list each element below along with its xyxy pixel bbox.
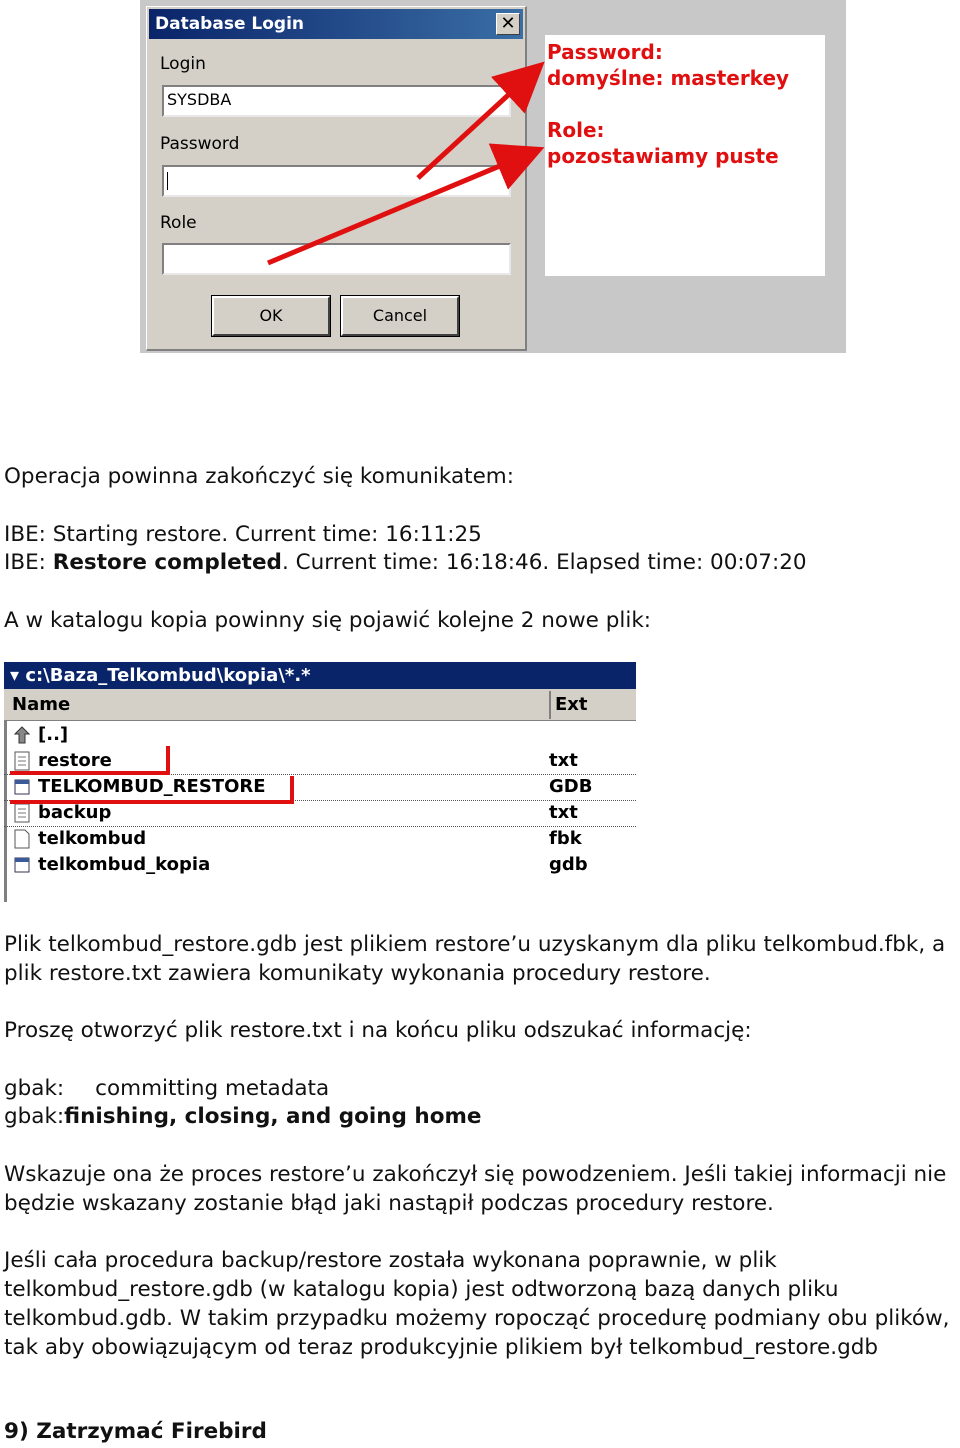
column-header-ext[interactable]: Ext [555,694,588,715]
file-name: backup [38,802,112,823]
highlight-telkombud-restore [10,776,292,802]
gbak-prefix: gbak: [4,1076,65,1101]
file-name: telkombud [38,828,147,849]
annotation-password-heading: Password: [547,40,663,64]
file-ext: txt [549,750,578,771]
annotation-role-heading: Role: [547,118,605,142]
file-ext: txt [549,802,578,823]
paragraph-open-file: Proszę otworzyć plik restore.txt i na końcu pliku odszukać informację: [4,1018,752,1043]
close-button[interactable]: ✕ [496,13,520,35]
path-value: c:\Baza_Telkombud\kopia\*.* [25,665,311,686]
file-name: TELKOMBUD_RESTORE [38,776,266,797]
file-ext: gdb [549,854,588,875]
gbak-prefix: gbak: [4,1104,65,1129]
ok-button[interactable]: OK [212,296,330,336]
paragraph-replacement-procedure: Jeśli cała procedura backup/restore została wykonana poprawnie, w plik telkombud_restore.gdb (w katalogu kopia) jest odtworzoną bazą danych pliku telkombud.gdb. W takim przypadku możemy ropocząć procedurę podmiany obu plików, tak aby obowiązującym od teraz produkcyjnie plikiem był telkombud_restore.gdb [4,1248,950,1360]
password-label: Password [160,134,240,154]
login-input[interactable]: SYSDBA [162,85,511,117]
ibe-prefix: IBE: [4,550,53,575]
annotation-role-hint: pozostawiamy puste [547,144,779,168]
annotation-password-default: domyślne: masterkey [547,66,790,90]
paragraph-success-indicator: Wskazuje ona że proces restore’u zakończył się powodzeniem. Jeśli takiej informacji nie będzie wskazany zostanie błąd jaki nastąpił podczas procedury restore. [4,1162,947,1216]
section-heading-stop-firebird: 9) Zatrzymać Firebird [4,1419,267,1444]
role-label: Role [160,213,197,233]
paragraph-operation-message: Operacja powinna zakończyć się komunikatem: [4,464,514,489]
file-list-screenshot [4,662,636,902]
column-header-name[interactable]: Name [12,694,71,715]
login-label: Login [160,54,206,74]
gbak-finishing-message: finishing, closing, and going home [64,1104,482,1129]
highlight-restore [10,746,168,773]
path-text: ▾ c:\Baza_Telkombud\kopia\*.* [10,665,311,686]
gbak-line-committing [4,1074,329,1103]
dialog-title: Database Login [155,14,304,34]
highlight-markers [4,662,636,902]
gbak-message: committing metadata [95,1076,330,1101]
arrow-to-role-note [268,155,526,263]
ibe-times: . Current time: 16:18:46. Elapsed time: 00:07:20 [281,550,807,575]
restore-completed-text: Restore completed [52,550,282,575]
file-name: telkombud_kopia [38,854,211,875]
database-login-screenshot [140,0,846,353]
paragraph-restore-file-description: Plik telkombud_restore.gdb jest plikiem restore’u uzyskanym dla pliku telkombud.fbk, a plik restore.txt zawiera komunikaty wykonania procedury restore. [4,932,946,986]
file-name: restore [38,750,112,771]
paragraph-new-files: A w katalogu kopia powinny się pojawić kolejne 2 nowe plik: [4,608,652,633]
file-ext: GDB [549,776,593,797]
ibe-line-starting: IBE: Starting restore. Current time: 16:11:25 [4,522,482,547]
ibe-line-completed [4,548,807,577]
file-ext: fbk [549,828,582,849]
annotation-arrows [140,0,846,353]
gbak-line-finishing [4,1102,481,1131]
file-name: [..] [38,724,69,745]
cancel-button[interactable]: Cancel [341,296,459,336]
